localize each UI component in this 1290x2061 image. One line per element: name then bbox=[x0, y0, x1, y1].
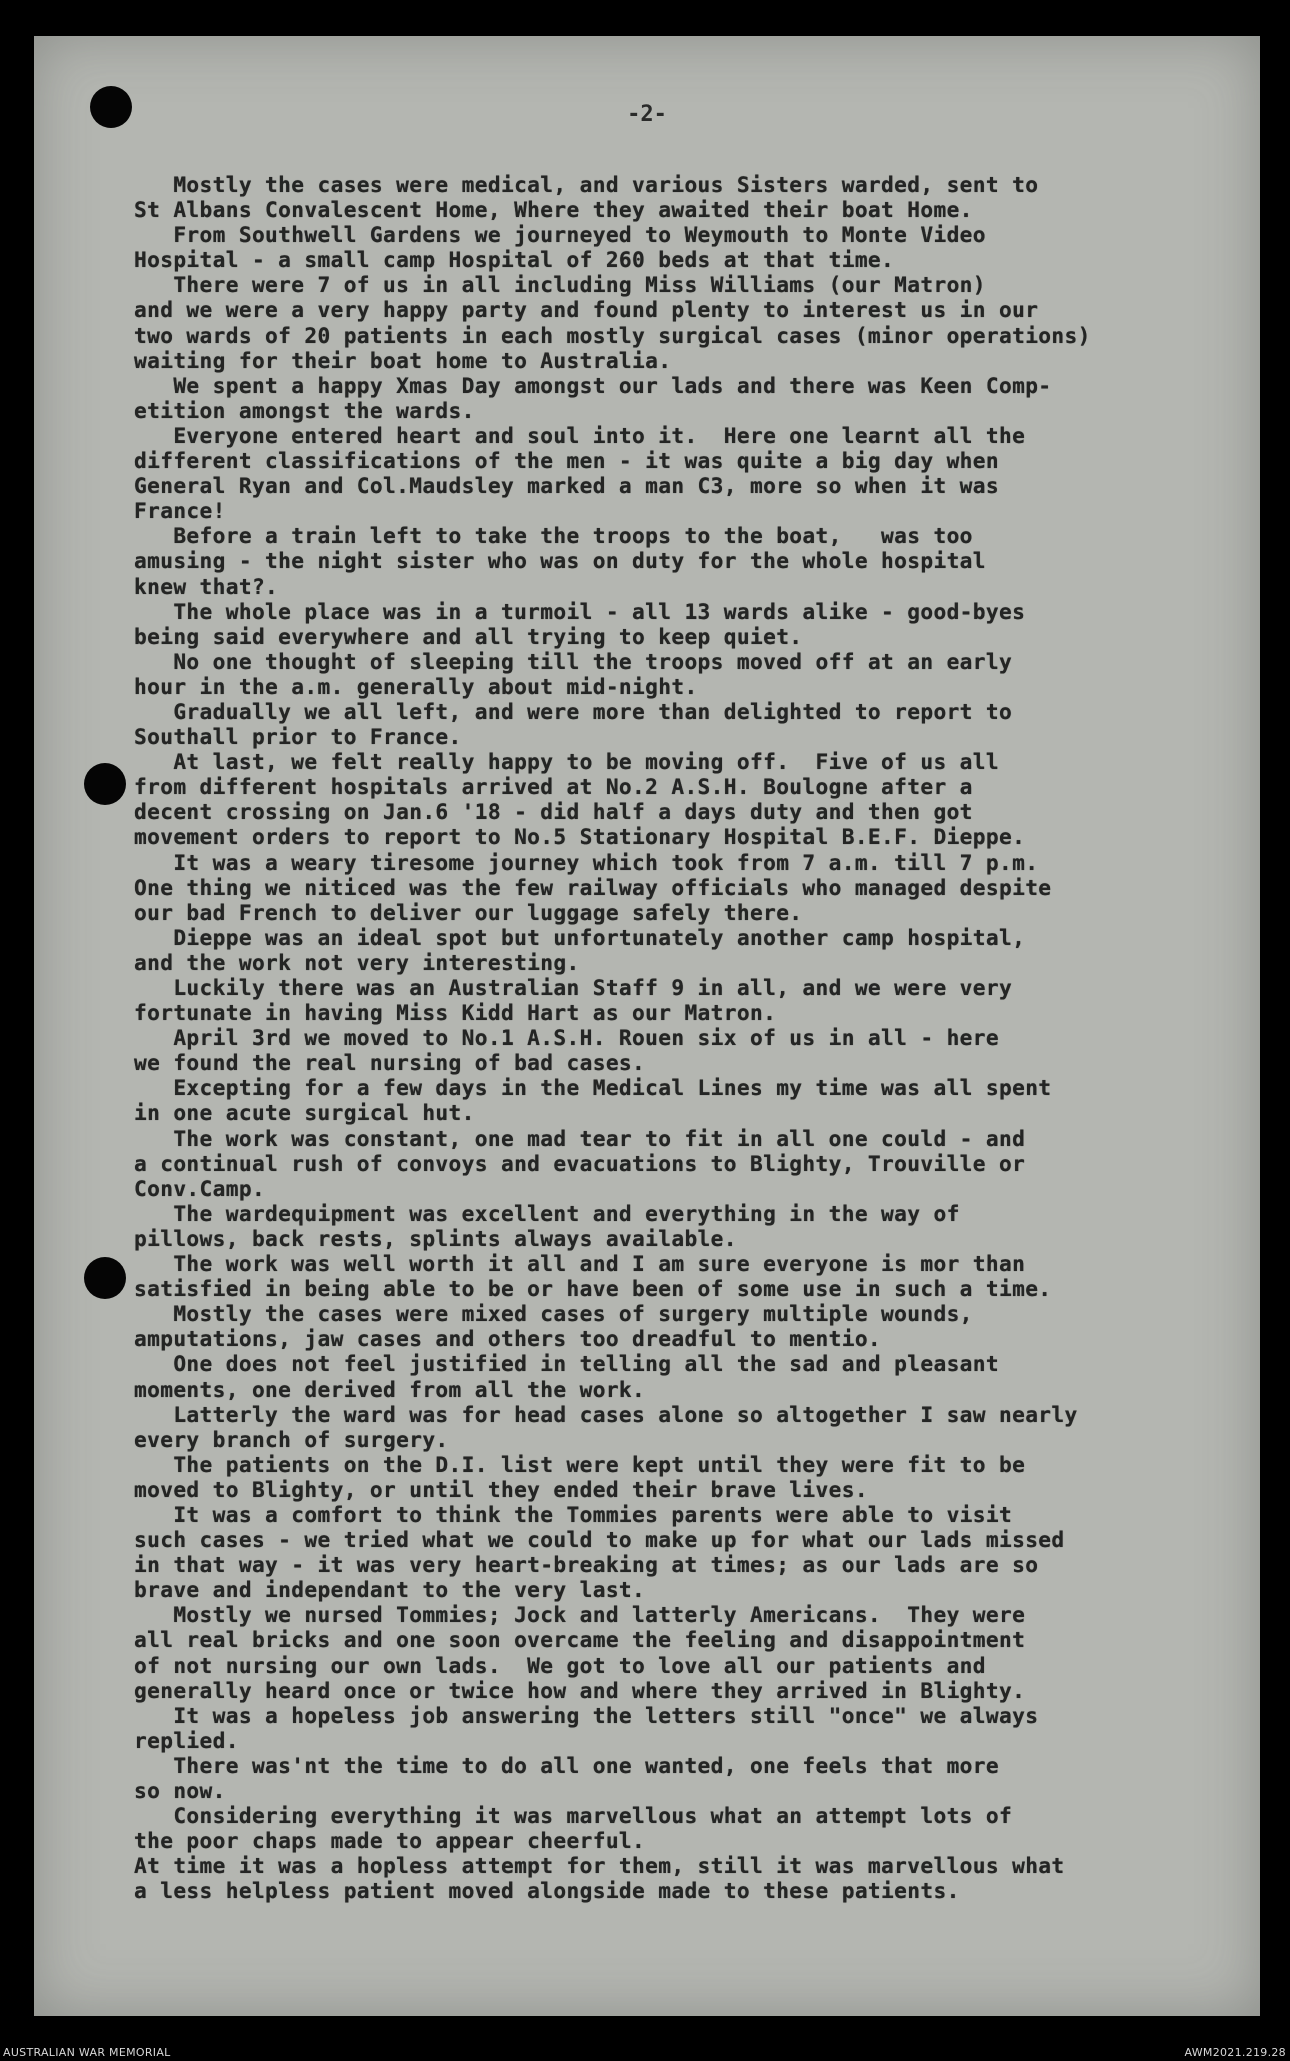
text-line: moments, one derived from all the work. bbox=[134, 1376, 646, 1402]
text-line: Considering everything it was marvellous what an attempt lots of bbox=[134, 1803, 1013, 1829]
punch-hole bbox=[84, 763, 126, 805]
text-line: Dieppe was an ideal spot but unfortunately another camp hospital, bbox=[134, 924, 1026, 950]
text-line: pillows, back rests, splints always available. bbox=[134, 1225, 737, 1251]
text-line: We spent a happy Xmas Day amongst our lads and there was Keen Comp- bbox=[134, 372, 1052, 398]
text-line: There was'nt the time to do all one wanted, one feels that more bbox=[134, 1752, 999, 1778]
text-line: The work was well worth it all and I am sure everyone is mor than bbox=[134, 1251, 1026, 1277]
text-line: The whole place was in a turmoil - all 13 wards alike - good-byes bbox=[134, 598, 1026, 624]
text-line: and we were a very happy party and found plenty to interest us in our bbox=[134, 297, 1039, 323]
text-line: General Ryan and Col.Maudsley marked a man C3, more so when it was bbox=[134, 473, 999, 499]
typed-body-text bbox=[134, 172, 1249, 1903]
text-line: every branch of surgery. bbox=[134, 1426, 449, 1452]
text-line: Excepting for a few days in the Medical Lines my time was all spent bbox=[134, 1075, 1052, 1101]
text-line: The work was constant, one mad tear to fit in all one could - and bbox=[134, 1125, 1026, 1151]
text-line: movement orders to report to No.5 Stationary Hospital B.E.F. Dieppe. bbox=[134, 824, 1026, 850]
text-line: One thing we niticed was the few railway officials who managed despite bbox=[134, 874, 1052, 900]
text-line: decent crossing on Jan.6 '18 - did half a days duty and then got bbox=[134, 799, 973, 825]
text-line: knew that?. bbox=[134, 573, 279, 599]
text-line: being said everywhere and all trying to keep quiet. bbox=[134, 623, 803, 649]
text-line: the poor chaps made to appear cheerful. bbox=[134, 1828, 646, 1854]
text-line: The patients on the D.I. list were kept until they were fit to be bbox=[134, 1451, 1026, 1477]
text-line: etition amongst the wards. bbox=[134, 397, 475, 423]
text-line: Latterly the ward was for head cases alone so altogether I saw nearly bbox=[134, 1401, 1078, 1427]
text-line: in one acute surgical hut. bbox=[134, 1100, 475, 1126]
text-line: brave and independant to the very last. bbox=[134, 1577, 646, 1603]
document-page bbox=[34, 36, 1260, 2016]
text-line: France! bbox=[134, 498, 226, 524]
text-line: our bad French to deliver our luggage safely there. bbox=[134, 899, 803, 925]
punch-hole bbox=[84, 1257, 126, 1299]
text-line: The wardequipment was excellent and everything in the way of bbox=[134, 1200, 960, 1226]
text-line: moved to Blighty, or until they ended their brave lives. bbox=[134, 1476, 868, 1502]
text-line: Gradually we all left, and were more than delighted to report to bbox=[134, 698, 1013, 724]
page-number: -2- bbox=[627, 102, 667, 127]
text-line: No one thought of sleeping till the troops moved off at an early bbox=[134, 648, 1013, 674]
text-line: One does not feel justified in telling all the sad and pleasant bbox=[134, 1351, 999, 1377]
text-line: so now. bbox=[134, 1778, 226, 1803]
text-line: a continual rush of convoys and evacuations to Blighty, Trouville or bbox=[134, 1150, 1026, 1176]
text-line: of not nursing our own lads. We got to love all our patients and bbox=[134, 1652, 986, 1678]
text-line: a less helpless patient moved alongside made to these patients. bbox=[134, 1878, 960, 1904]
footer-credit: AUSTRALIAN WAR MEMORIAL bbox=[3, 2046, 171, 2059]
text-line: satisfied in being able to be or have been of some use in such a time. bbox=[134, 1276, 1052, 1302]
text-line: From Southwell Gardens we journeyed to Weymouth to Monte Video bbox=[134, 222, 986, 248]
text-line: There were 7 of us in all including Miss Williams (our Matron) bbox=[134, 272, 986, 298]
text-line: Before a train left to take the troops to the boat, was too bbox=[134, 523, 973, 549]
footer-accession-number: AWM2021.219.28 bbox=[1184, 2046, 1286, 2059]
text-line: Hospital - a small camp Hospital of 260 beds at that time. bbox=[134, 247, 895, 273]
text-line: hour in the a.m. generally about mid-night. bbox=[134, 673, 698, 699]
text-line: in that way - it was very heart-breaking at times; as our lads are so bbox=[134, 1552, 1039, 1578]
text-line: we found the real nursing of bad cases. bbox=[134, 1050, 646, 1076]
text-line: It was a comfort to think the Tommies parents were able to visit bbox=[134, 1501, 1013, 1527]
text-line: amputations, jaw cases and others too dreadful to mentio. bbox=[134, 1326, 882, 1352]
text-line: At last, we felt really happy to be moving off. Five of us all bbox=[134, 749, 999, 775]
text-line: fortunate in having Miss Kidd Hart as our Matron. bbox=[134, 1000, 777, 1026]
text-line: It was a hopeless job answering the letters still "once" we always bbox=[134, 1702, 1039, 1728]
text-line: replied. bbox=[134, 1727, 239, 1753]
text-line: and the work not very interesting. bbox=[134, 949, 580, 975]
text-line: Mostly we nursed Tommies; Jock and latterly Americans. They were bbox=[134, 1602, 1026, 1628]
text-line: Mostly the cases were medical, and various Sisters warded, sent to bbox=[134, 172, 1039, 197]
text-line: two wards of 20 patients in each mostly surgical cases (minor operations) bbox=[134, 322, 1091, 348]
text-line: such cases - we tried what we could to make up for what our lads missed bbox=[134, 1527, 1065, 1553]
text-line: Luckily there was an Australian Staff 9 in all, and we were very bbox=[134, 975, 1013, 1000]
text-line: Mostly the cases were mixed cases of surgery multiple wounds, bbox=[134, 1301, 973, 1327]
text-line: waiting for their boat home to Australia. bbox=[134, 347, 672, 373]
text-line: different classifications of the men - it was quite a big day when bbox=[134, 448, 999, 474]
text-line: April 3rd we moved to No.1 A.S.H. Rouen six of us in all - here bbox=[134, 1025, 999, 1051]
text-line: St Albans Convalescent Home, Where they awaited their boat Home. bbox=[134, 197, 973, 223]
text-line: Everyone entered heart and soul into it. Here one learnt all the bbox=[134, 422, 1026, 448]
text-line: all real bricks and one soon overcame the feeling and disappointment bbox=[134, 1627, 1026, 1653]
text-line: Conv.Camp. bbox=[134, 1175, 266, 1201]
text-line: generally heard once or twice how and where they arrived in Blighty. bbox=[134, 1677, 1026, 1703]
text-line: from different hospitals arrived at No.2 A.S.H. Boulogne after a bbox=[134, 774, 973, 800]
text-line: At time it was a hopless attempt for them, still it was marvellous what bbox=[134, 1853, 1065, 1879]
text-line: It was a weary tiresome journey which took from 7 a.m. till 7 p.m. bbox=[134, 849, 1039, 875]
text-line: Southall prior to France. bbox=[134, 724, 462, 750]
text-line: amusing - the night sister who was on duty for the whole hospital bbox=[134, 548, 986, 574]
